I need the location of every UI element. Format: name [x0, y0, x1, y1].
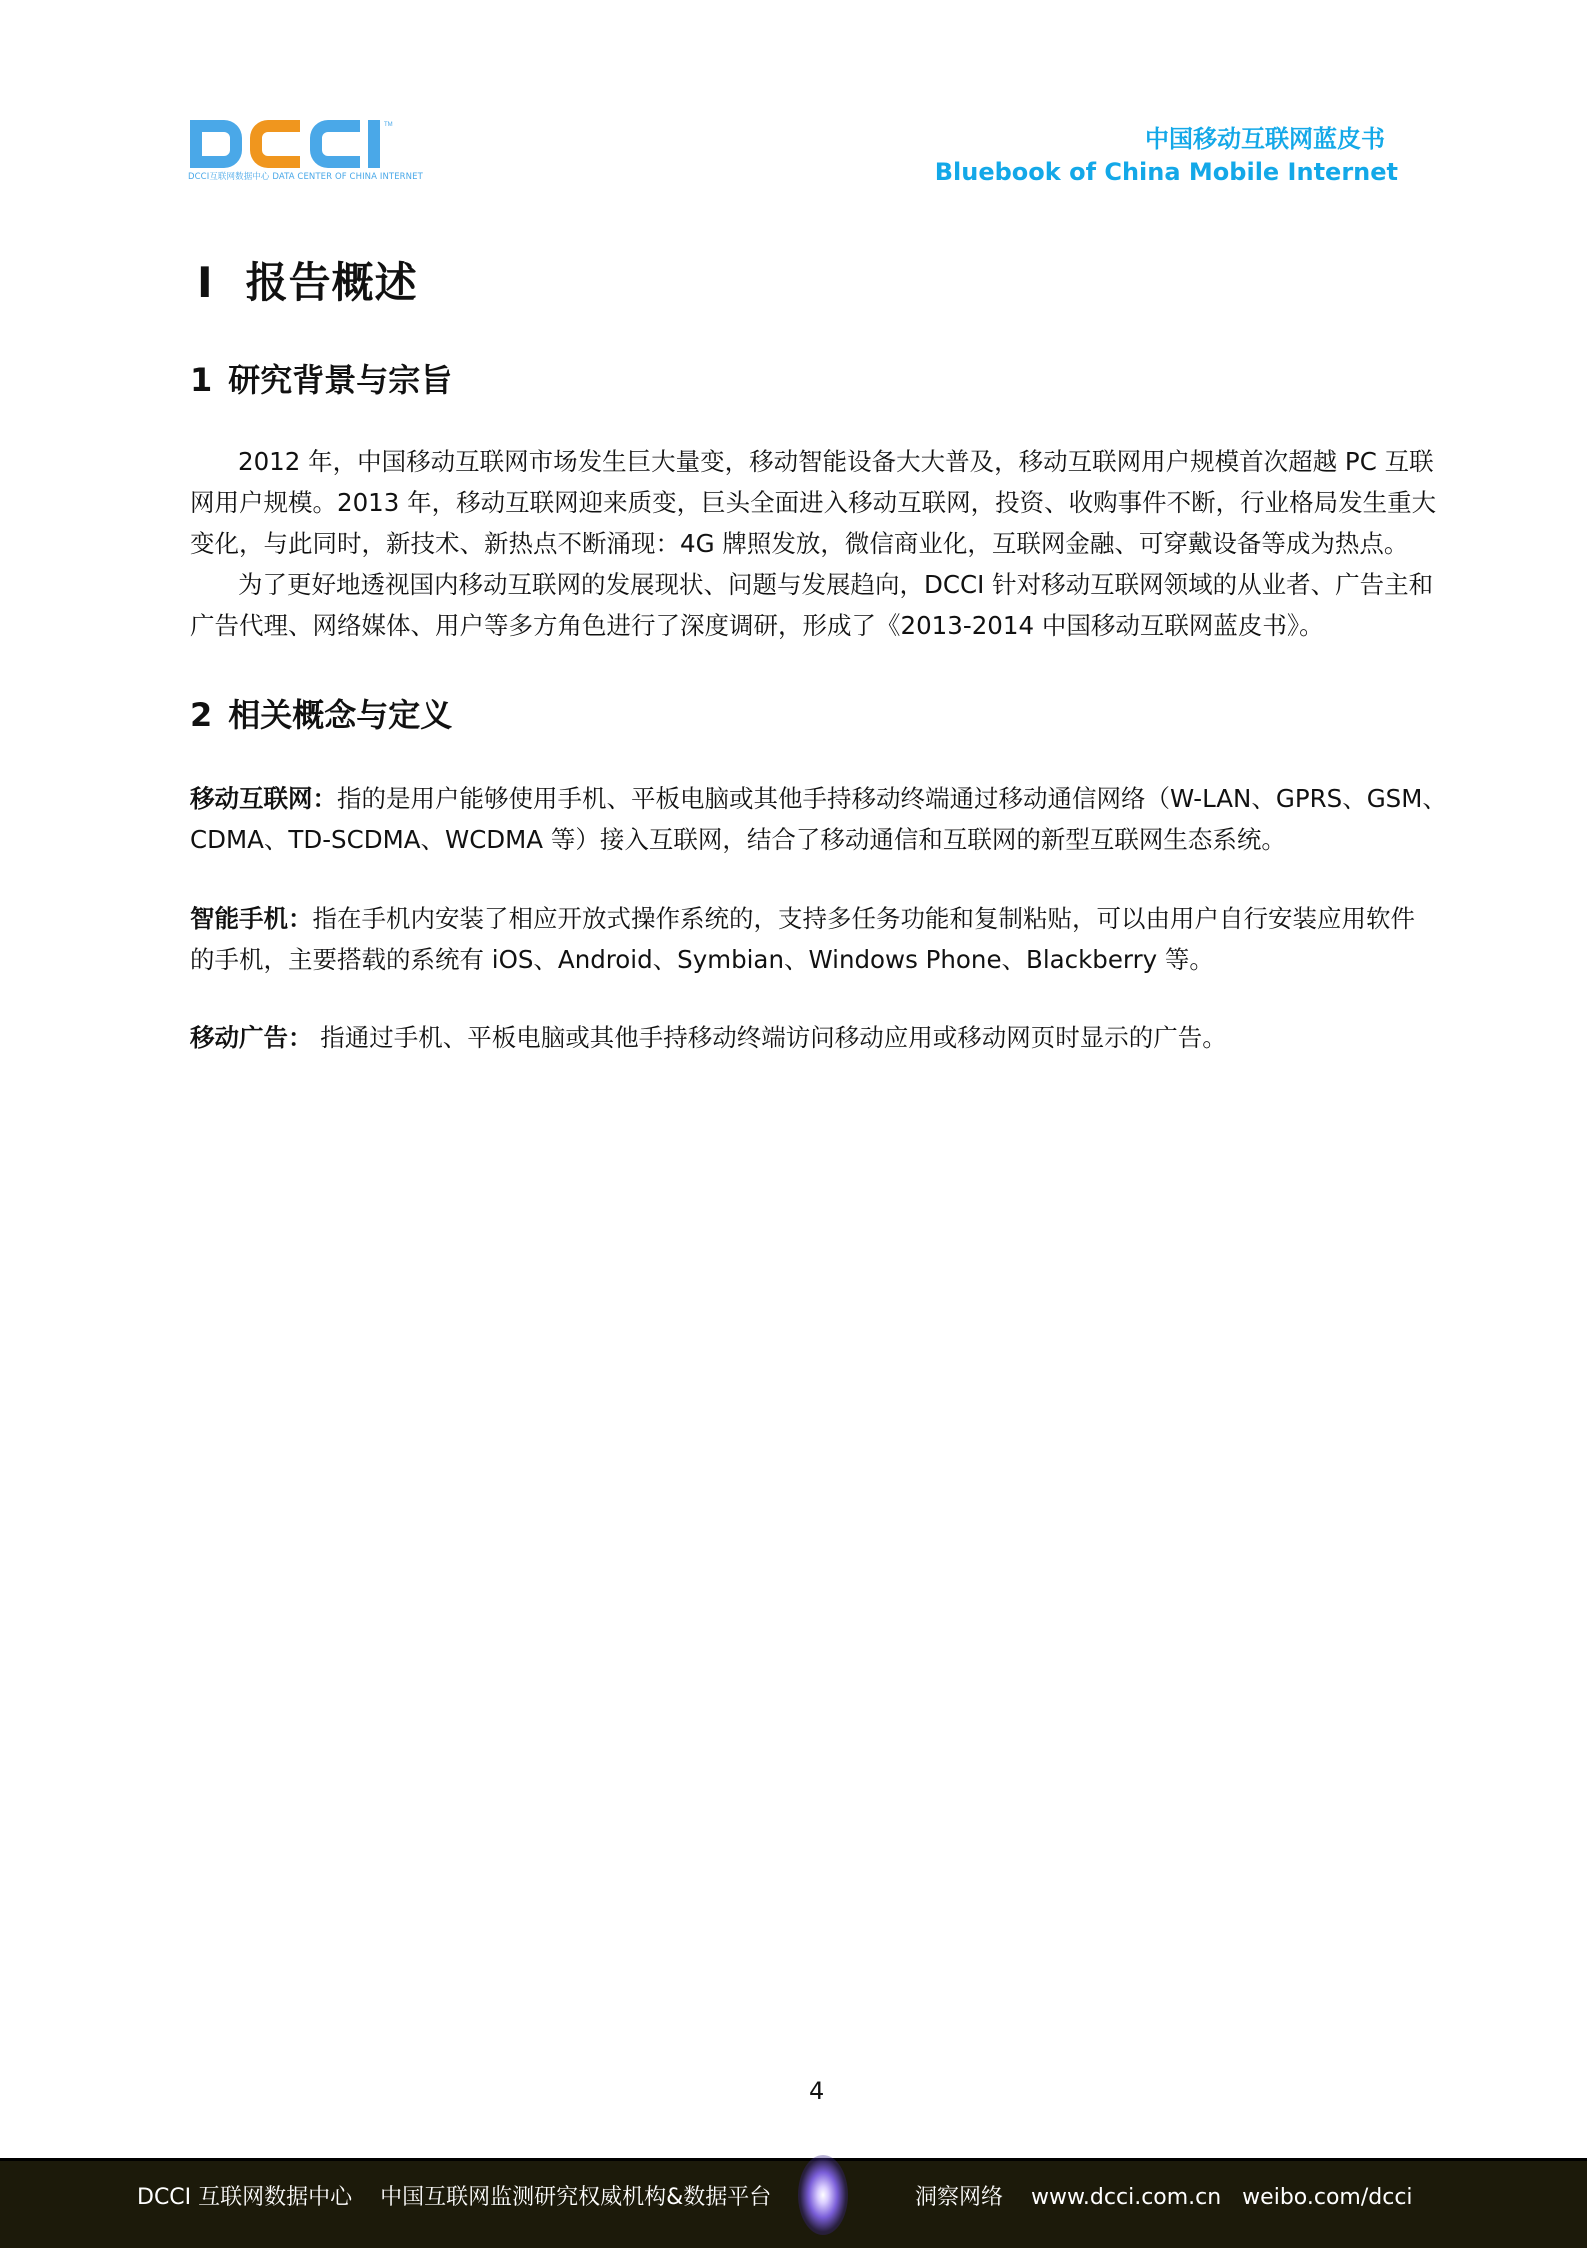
header-title-en: Bluebook of China Mobile Internet — [934, 158, 1398, 186]
definition-mobile-ad — [190, 1017, 1400, 1058]
logo-subtitle: DCCI互联网数据中心 DATA CENTER OF CHINA INTERNET — [188, 172, 423, 182]
definition-text: 指通过手机、平板电脑或其他手持移动终端访问移动应用或移动网页时显示的广告。 — [312, 1023, 1227, 1052]
paragraph-line: 2012 年，中国移动互联网市场发生巨大量变，移动智能设备大大普及，移动互联网用户规模首次超越 PC 互联 — [238, 447, 1434, 476]
header-title-cn: 中国移动互联网蓝皮书 — [1145, 125, 1385, 153]
definition-text: CDMA、TD-SCDMA、WCDMA 等）接入互联网，结合了移动通信和互联网的新型互联网生态系统。 — [190, 825, 1286, 854]
definition-mobile-internet — [190, 778, 1447, 860]
paragraph-line: 广告代理、网络媒体、用户等多方角色进行了深度调研，形成了《2013-2014 中国移动互联网蓝皮书》。 — [190, 611, 1324, 640]
section-heading-1 — [190, 355, 452, 401]
definition-term: 移动互联网： — [190, 784, 337, 813]
section-number: 1 — [190, 361, 213, 399]
section-title: 研究背景与宗旨 — [228, 361, 453, 399]
definition-smartphone — [190, 898, 1415, 980]
paragraph-line: 变化，与此同时，新技术、新热点不断涌现：4G 牌照发放，微信商业化，互联网金融、可穿戴设备等成为热点。 — [190, 529, 1409, 558]
definition-text: 指在手机内安装了相应开放式操作系统的，支持多任务功能和复制粘贴，可以由用户自行安装应用软件 — [312, 904, 1415, 933]
star-glow-icon — [798, 2155, 848, 2235]
section-1-body — [190, 441, 1437, 646]
chapter-heading — [197, 250, 418, 310]
footer-left-text: DCCI 互联网数据中心 中国互联网监测研究权威机构&数据平台 — [137, 2185, 772, 2210]
page-number: 4 — [809, 2077, 825, 2105]
definition-text: 指的是用户能够使用手机、平板电脑或其他手持移动终端通过移动通信网络（W-LAN、GPRS、GSM、 — [337, 784, 1447, 813]
dcci-logo-mark — [188, 118, 440, 170]
footer-bar — [0, 2158, 1587, 2248]
section-title: 相关概念与定义 — [228, 696, 453, 734]
footer-right-text: 洞察网络 www.dcci.com.cn weibo.com/dcci — [915, 2185, 1413, 2210]
dcci-logo — [188, 118, 440, 182]
paragraph-line: 为了更好地透视国内移动互联网的发展现状、问题与发展趋向，DCCI 针对移动互联网领域的从业者、广告主和 — [238, 570, 1434, 599]
definition-term: 智能手机： — [190, 904, 313, 933]
definition-term: 移动广告： — [190, 1023, 313, 1052]
chapter-title: 报告概述 — [245, 258, 418, 307]
paragraph-line: 网用户规模。2013 年，移动互联网迎来质变，巨头全面进入移动互联网，投资、收购事件不断，行业格局发生重大 — [190, 488, 1437, 517]
definition-text: 的手机，主要搭载的系统有 iOS、Android、Symbian、Windows Phone、Blackberry 等。 — [190, 945, 1214, 974]
section-heading-2 — [190, 690, 452, 736]
section-number: 2 — [190, 696, 213, 734]
chapter-number: I — [197, 258, 214, 307]
svg-text:TM: TM — [384, 122, 393, 128]
